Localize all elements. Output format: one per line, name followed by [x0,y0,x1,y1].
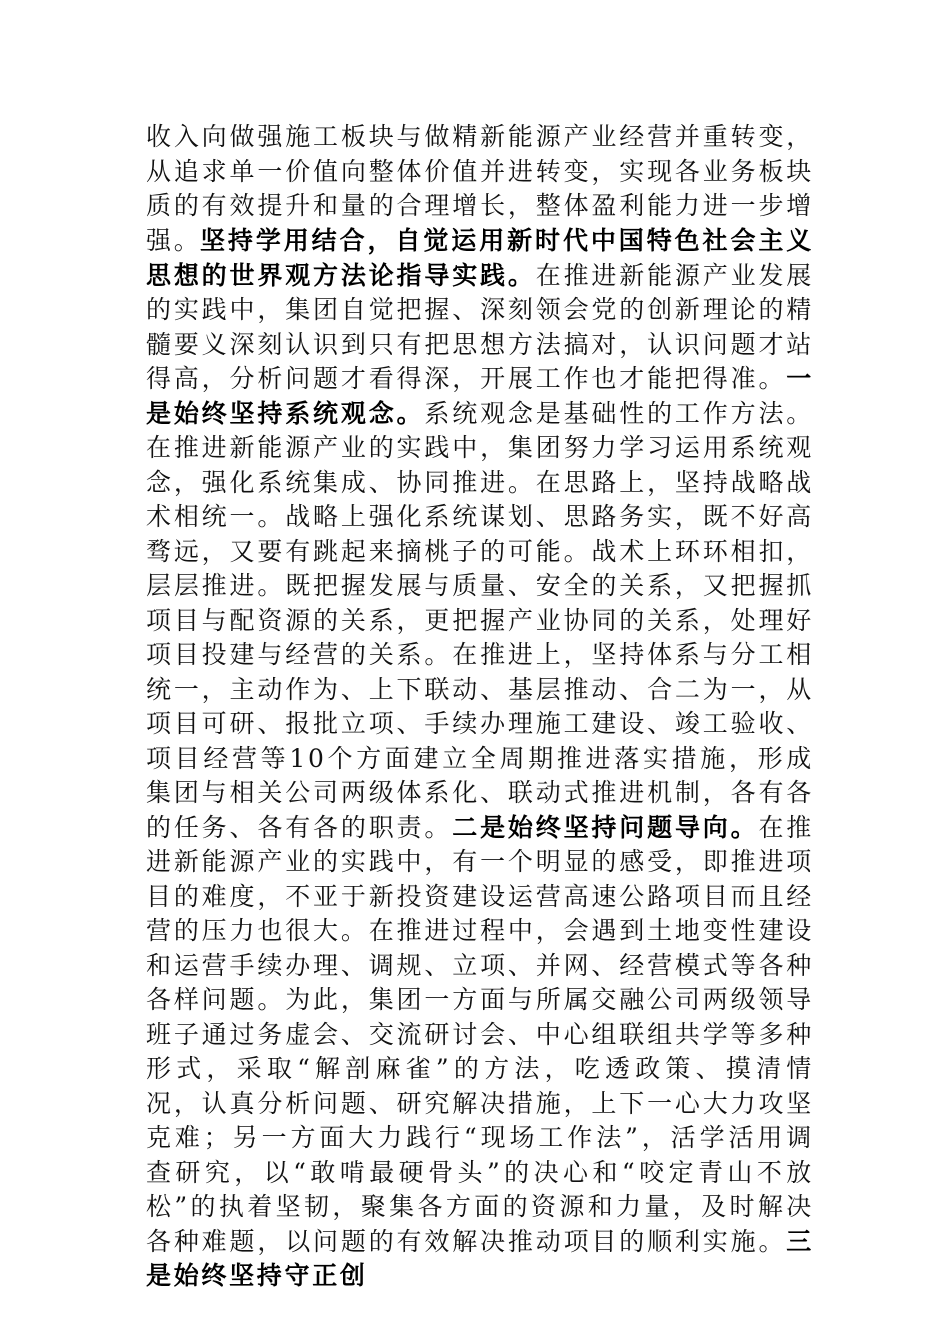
paragraph-intro: 在推进新能源产业发展的实践中，集团自觉把握、深刻领会党的创新理论的精髓要义深刻认识到只有把思想方法搞对，认识问题才站得高，分析问题才看得深，开展工作也才能把得准。 [146,260,814,393]
point-two-body: 在推进新能源产业的实践中，有一个明显的感受，即推进项目的难度，不亚于新投资建设运营高速公路项目而且经营的压力也很大。在推进过程中，会遇到土地变性建设和运营手续办理、调规、立项、并网、经营模式等各种各样问题。为此，集团一方面与所属交融公司两级领导班子通过务虚会、交流研讨会、中心组联组共学等多种形式，采取“解剖麻雀”的方法，吃透政策、摸清情况，认真分析问题、研究解决措施，上下一心大力攻坚克难；另一方面大力践行“现场工作法”，活学活用调查研究，以“敢啃最硬骨头”的决心和“咬定青山不放松”的执着坚韧，聚集各方面的资源和力量，及时解决各种难题，以问题的有效解决推动项目的顺利实施。 [146,812,815,1256]
point-two-title: 二是始终坚持问题导向。 [452,812,759,842]
point-one-body: 系统观念是基础性的工作方法。在推进新能源产业的实践中，集团努力学习运用系统观念，强化系统集成、协同推进。在思路上，坚持战略战术相统一。战略上强化系统谋划、思路务实，既不好高骛远，又要有跳起来摘桃子的可能。战术上环环相扣，层层推进。既把握发展与质量、安全的关系，又把握抓项目与配资源的关系，更把握产业协同的关系，处理好项目投建与经营的关系。在推进上，坚持体系与分工相统一，主动作为、上下联动、基层推动、合二为一，从项目可研、报批立项、手续办理施工建设、竣工验收、项目经营等10个方面建立全周期推进落实措施，形成集团与相关公司两级体系化、联动式推进机制，各有各的任务、各有各的职责。 [146,398,814,842]
point-three-title: 三是始终坚持守正创 [146,1226,814,1290]
section-heading: 坚持学用结合，自觉运用新时代中国特色社会主义思想的世界观方法论指导实践。 [146,226,814,290]
paragraph-learning-application [146,224,814,1294]
paragraph-text: 收入向做强施工板块与做精新能源产业经营并重转变，从追求单一价值向整体价值并进转变，实现各业务板块质的有效提升和量的合理增长，整体盈利能力进一步增强。 [146,122,814,255]
point-one-title: 一是始终坚持系统观念。 [146,364,814,428]
